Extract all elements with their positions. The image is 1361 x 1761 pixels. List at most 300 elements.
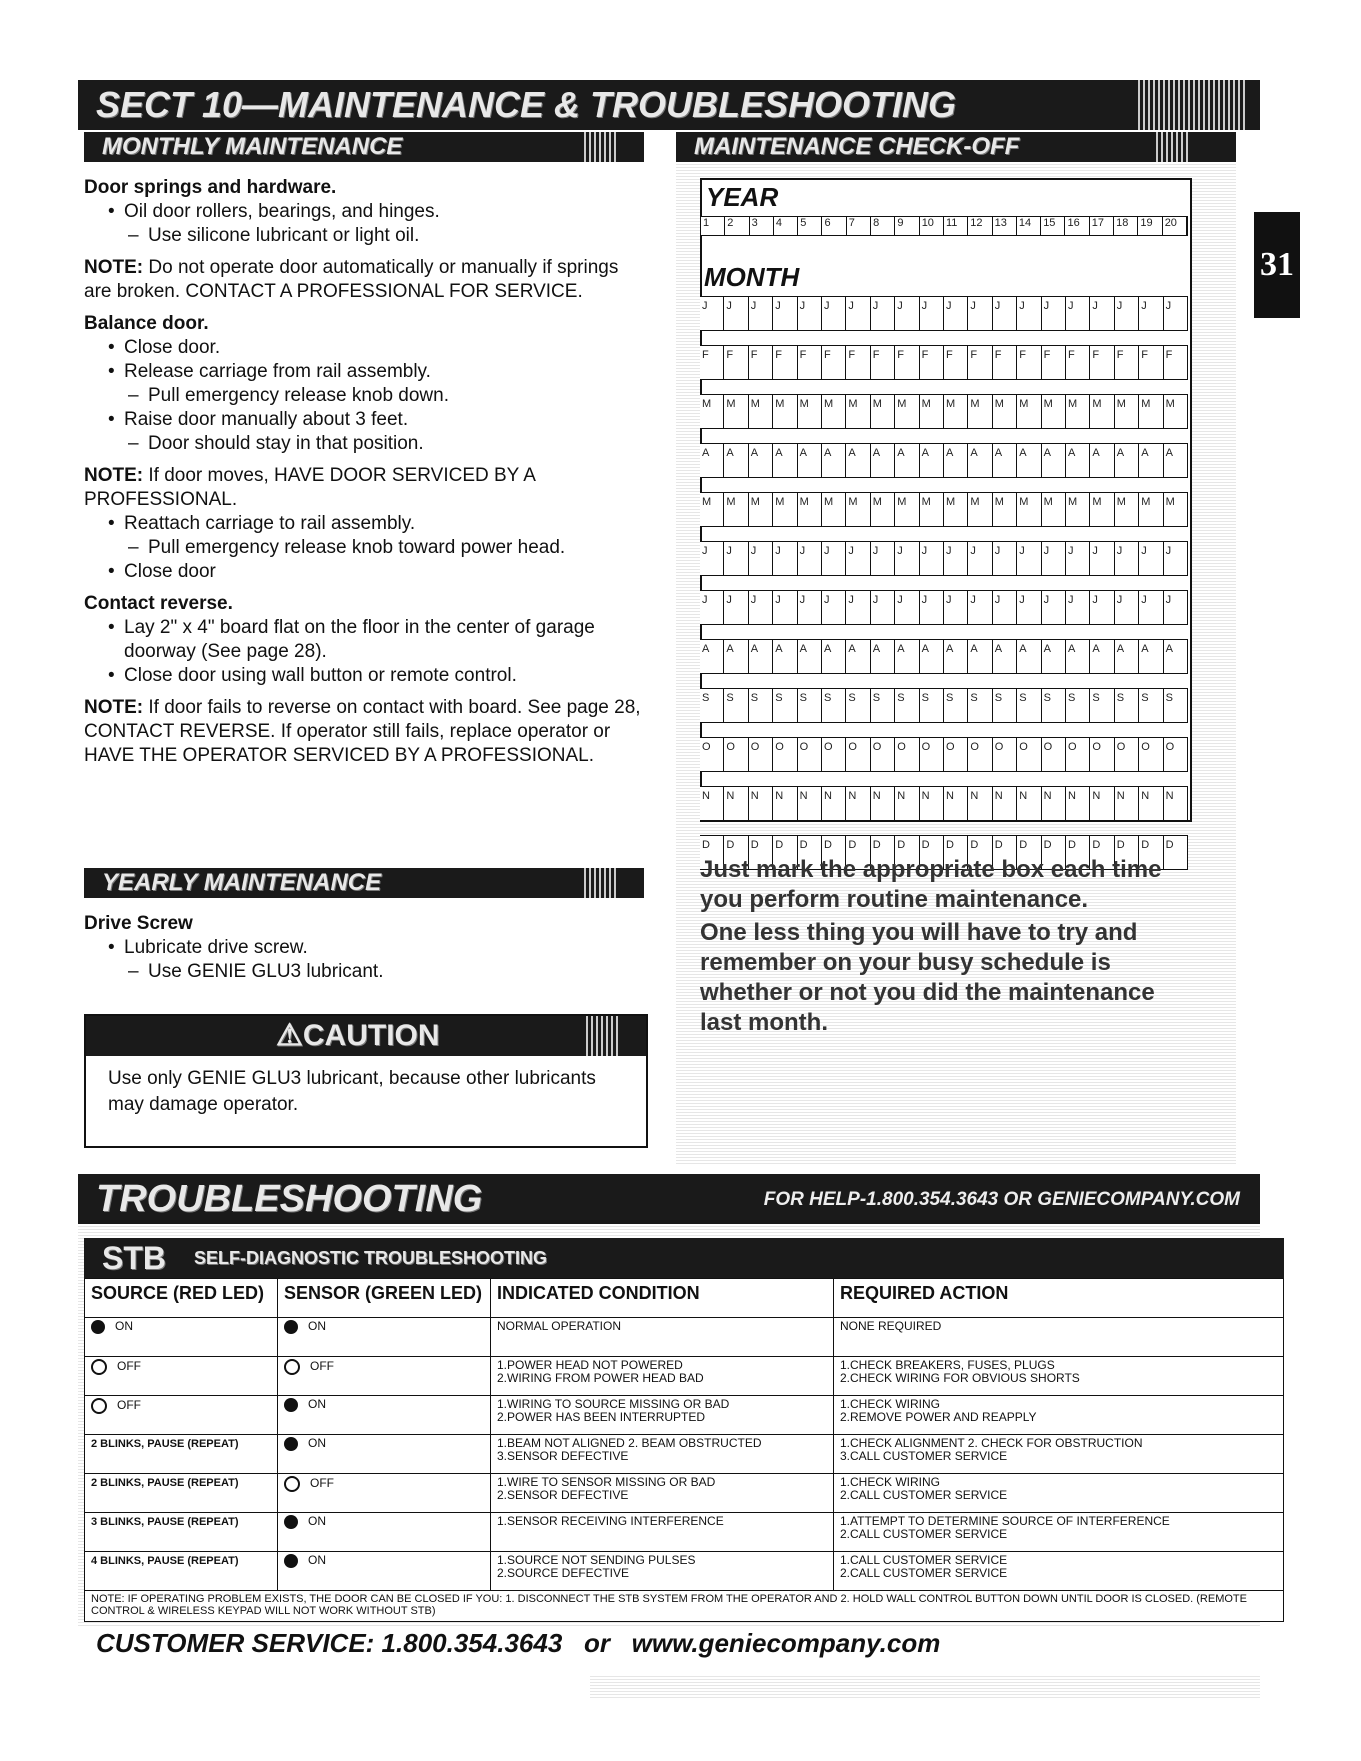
year-cell[interactable]: 11 (944, 217, 968, 235)
month-cell[interactable]: S (1115, 689, 1139, 722)
month-cell[interactable]: A (1090, 444, 1114, 477)
month-cell[interactable]: M (1017, 493, 1041, 526)
month-cell[interactable]: N (944, 787, 968, 820)
month-cell[interactable]: A (871, 444, 895, 477)
year-cell[interactable]: 17 (1090, 217, 1114, 235)
month-cell[interactable]: M (700, 493, 724, 526)
month-cell[interactable]: A (1139, 640, 1163, 673)
month-cell[interactable]: J (822, 297, 846, 330)
monthly-maintenance-title: MONTHLY MAINTENANCE (102, 133, 403, 160)
month-cell[interactable]: S (968, 689, 992, 722)
month-cell[interactable]: F (1139, 346, 1163, 379)
month-cell[interactable]: J (700, 591, 724, 624)
month-cell[interactable]: A (1066, 640, 1090, 673)
month-cell[interactable]: M (993, 493, 1017, 526)
month-cell[interactable]: A (1115, 640, 1139, 673)
month-cell[interactable]: N (993, 787, 1017, 820)
led-state: 2 BLINKS, PAUSE (REPEAT) (91, 1477, 239, 1489)
month-cell[interactable]: M (993, 395, 1017, 428)
month-cell[interactable]: M (1066, 493, 1090, 526)
month-cell[interactable]: S (773, 689, 797, 722)
month-cell[interactable]: J (968, 591, 992, 624)
month-cell[interactable]: S (749, 689, 773, 722)
month-cell[interactable]: J (1017, 542, 1041, 575)
month-cell[interactable]: O (1090, 738, 1114, 771)
month-cell[interactable]: F (895, 346, 919, 379)
month-cell[interactable]: A (1042, 640, 1066, 673)
month-cell[interactable]: J (920, 297, 944, 330)
troubleshooting-title: TROUBLESHOOTING (96, 1178, 483, 1220)
month-cell[interactable]: J (895, 542, 919, 575)
month-cell[interactable]: A (700, 444, 724, 477)
month-cell[interactable]: S (1139, 689, 1163, 722)
year-cell[interactable]: 5 (798, 217, 822, 235)
month-cell[interactable]: S (944, 689, 968, 722)
month-cell[interactable]: N (1164, 787, 1188, 820)
month-cell[interactable]: J (846, 591, 870, 624)
month-cell[interactable]: M (1115, 395, 1139, 428)
month-cell[interactable]: N (846, 787, 870, 820)
month-cell[interactable]: A (944, 444, 968, 477)
month-cell[interactable]: S (871, 689, 895, 722)
month-cell[interactable]: F (871, 346, 895, 379)
month-cell[interactable]: J (871, 542, 895, 575)
month-cell[interactable]: J (1115, 591, 1139, 624)
month-cell[interactable]: J (773, 542, 797, 575)
month-cell[interactable]: M (798, 395, 822, 428)
month-cell[interactable]: M (798, 493, 822, 526)
monthly-maintenance-band (84, 132, 644, 162)
month-cell[interactable]: D (700, 836, 724, 869)
month-cell[interactable]: O (1115, 738, 1139, 771)
stb-title: SELF-DIAGNOSTIC TROUBLESHOOTING (194, 1248, 547, 1268)
month-cell[interactable]: N (895, 787, 919, 820)
month-cell[interactable]: D (1042, 836, 1066, 869)
month-cell[interactable]: J (968, 297, 992, 330)
month-cell[interactable]: N (773, 787, 797, 820)
month-cell[interactable]: F (993, 346, 1017, 379)
month-cell[interactable]: F (1115, 346, 1139, 379)
month-cell[interactable]: J (993, 542, 1017, 575)
led-state: 4 BLINKS, PAUSE (REPEAT) (91, 1555, 239, 1567)
month-cell[interactable]: D (968, 836, 992, 869)
month-cell[interactable]: F (798, 346, 822, 379)
month-cell[interactable]: F (1164, 346, 1188, 379)
month-cell[interactable]: N (968, 787, 992, 820)
year-cell[interactable]: 8 (871, 217, 895, 235)
month-cell[interactable]: S (798, 689, 822, 722)
month-cell[interactable]: M (920, 395, 944, 428)
month-cell[interactable]: D (1090, 836, 1114, 869)
year-cell[interactable]: 7 (847, 217, 871, 235)
month-row (700, 296, 1188, 331)
month-cell[interactable]: J (944, 542, 968, 575)
balance-door-heading: Balance door. (84, 313, 209, 334)
month-cell[interactable]: J (724, 297, 748, 330)
indicated-condition (491, 1435, 834, 1474)
month-cell[interactable]: M (968, 493, 992, 526)
month-cell[interactable]: M (1090, 493, 1114, 526)
month-cell[interactable]: A (1017, 640, 1041, 673)
month-cell[interactable]: M (1042, 395, 1066, 428)
month-cell[interactable]: J (846, 542, 870, 575)
month-cell[interactable]: A (920, 640, 944, 673)
month-cell[interactable]: M (724, 395, 748, 428)
month-cell[interactable]: N (1017, 787, 1041, 820)
month-cell[interactable]: M (1115, 493, 1139, 526)
indicated-condition-line: 1.SOURCE NOT SENDING PULSES (497, 1553, 696, 1567)
month-cell[interactable]: D (1017, 836, 1041, 869)
month-cell[interactable]: A (1115, 444, 1139, 477)
month-cell[interactable]: O (846, 738, 870, 771)
checkoff-band (676, 132, 1236, 162)
month-cell[interactable]: A (1042, 444, 1066, 477)
month-cell[interactable]: A (798, 444, 822, 477)
month-cell[interactable]: A (822, 640, 846, 673)
month-cell[interactable]: O (895, 738, 919, 771)
month-cell[interactable]: D (724, 836, 748, 869)
month-cell[interactable]: M (773, 493, 797, 526)
month-cell[interactable]: F (773, 346, 797, 379)
month-cell[interactable]: A (871, 640, 895, 673)
month-cell[interactable]: D (822, 836, 846, 869)
month-cell[interactable]: J (1164, 591, 1188, 624)
month-cell[interactable]: J (1042, 591, 1066, 624)
month-cell[interactable]: O (993, 738, 1017, 771)
month-cell[interactable]: S (1042, 689, 1066, 722)
month-cell[interactable]: A (920, 444, 944, 477)
month-cell[interactable]: A (968, 444, 992, 477)
month-cell[interactable]: M (749, 493, 773, 526)
month-cell[interactable]: N (1090, 787, 1114, 820)
month-cell[interactable]: O (968, 738, 992, 771)
month-cell[interactable]: M (846, 395, 870, 428)
month-cell[interactable]: M (1139, 395, 1163, 428)
month-cell[interactable]: N (822, 787, 846, 820)
month-cell[interactable]: J (1042, 542, 1066, 575)
year-cell[interactable]: 10 (920, 217, 944, 235)
note-text: If door moves, HAVE DOOR SERVICED BY A PROFESSIONAL. (84, 465, 535, 510)
month-cell[interactable]: A (895, 444, 919, 477)
month-cell[interactable]: J (920, 542, 944, 575)
month-cell[interactable]: A (700, 640, 724, 673)
month-cell[interactable]: D (846, 836, 870, 869)
month-cell[interactable]: O (1042, 738, 1066, 771)
month-cell[interactable]: J (773, 591, 797, 624)
year-cell[interactable]: 6 (822, 217, 846, 235)
month-cell[interactable]: S (993, 689, 1017, 722)
month-cell[interactable]: F (1090, 346, 1114, 379)
month-cell[interactable]: A (993, 444, 1017, 477)
month-cell[interactable]: M (822, 395, 846, 428)
year-cell[interactable]: 15 (1041, 217, 1065, 235)
page-number-tab (1254, 212, 1300, 318)
month-cell[interactable]: J (920, 591, 944, 624)
month-cell[interactable]: N (798, 787, 822, 820)
month-cell[interactable]: F (1066, 346, 1090, 379)
month-cell[interactable]: J (944, 591, 968, 624)
month-cell[interactable]: S (1164, 689, 1188, 722)
month-cell[interactable]: D (1164, 836, 1188, 869)
month-cell[interactable]: J (1115, 297, 1139, 330)
month-cell[interactable]: D (993, 836, 1017, 869)
month-cell[interactable]: D (944, 836, 968, 869)
month-cell[interactable]: J (1090, 542, 1114, 575)
year-cell[interactable]: 1 (701, 217, 725, 235)
year-cell[interactable]: 3 (750, 217, 774, 235)
checkoff-message-1: Just mark the appropriate box each time you perform routine maintenance. (700, 856, 1162, 913)
month-cell[interactable]: S (1017, 689, 1041, 722)
month-cell[interactable]: J (1164, 297, 1188, 330)
month-cell[interactable]: N (1139, 787, 1163, 820)
month-cell[interactable]: M (944, 493, 968, 526)
month-cell[interactable]: J (846, 297, 870, 330)
month-cell[interactable]: O (871, 738, 895, 771)
month-cell[interactable]: J (1139, 542, 1163, 575)
year-cell[interactable]: 13 (993, 217, 1017, 235)
month-cell[interactable]: M (700, 395, 724, 428)
led-off-icon (91, 1398, 107, 1414)
month-cell[interactable]: N (920, 787, 944, 820)
month-cell[interactable]: S (724, 689, 748, 722)
month-cell[interactable]: J (895, 297, 919, 330)
month-cell[interactable]: A (724, 444, 748, 477)
led-state: ON (308, 1397, 326, 1412)
section-header-band (78, 80, 1260, 130)
month-cell[interactable]: M (1042, 493, 1066, 526)
month-cell[interactable]: J (1017, 297, 1041, 330)
month-cell[interactable]: M (920, 493, 944, 526)
month-cell[interactable]: J (798, 591, 822, 624)
month-cell[interactable]: J (798, 542, 822, 575)
month-cell[interactable]: J (993, 297, 1017, 330)
table-row (85, 1357, 1284, 1396)
month-row (700, 345, 1188, 380)
month-cell[interactable]: J (1115, 542, 1139, 575)
month-cell[interactable]: O (1164, 738, 1188, 771)
month-cell[interactable]: A (846, 640, 870, 673)
month-cell[interactable]: M (968, 395, 992, 428)
month-cell[interactable]: J (1139, 591, 1163, 624)
month-cell[interactable]: N (749, 787, 773, 820)
month-cell[interactable]: A (944, 640, 968, 673)
month-cell[interactable]: A (993, 640, 1017, 673)
month-cell[interactable]: A (1139, 444, 1163, 477)
month-cell[interactable]: A (773, 640, 797, 673)
month-cell[interactable]: D (798, 836, 822, 869)
month-cell[interactable]: O (920, 738, 944, 771)
month-cell[interactable]: S (895, 689, 919, 722)
month-cell[interactable]: J (1090, 591, 1114, 624)
year-cell[interactable]: 20 (1163, 217, 1187, 235)
month-cell[interactable]: A (846, 444, 870, 477)
month-cell[interactable]: J (700, 297, 724, 330)
month-cell[interactable]: O (944, 738, 968, 771)
month-cell[interactable]: F (724, 346, 748, 379)
month-cell[interactable]: M (1066, 395, 1090, 428)
month-cell[interactable]: D (749, 836, 773, 869)
month-cell[interactable]: M (871, 493, 895, 526)
month-cell[interactable]: J (1090, 297, 1114, 330)
led-on-icon (284, 1437, 298, 1451)
month-cell[interactable]: J (1017, 591, 1041, 624)
month-cell[interactable]: S (920, 689, 944, 722)
month-cell[interactable]: O (1066, 738, 1090, 771)
month-cell[interactable]: A (1164, 444, 1188, 477)
month-cell[interactable]: M (773, 395, 797, 428)
year-cell[interactable]: 14 (1017, 217, 1041, 235)
month-cell[interactable]: S (700, 689, 724, 722)
year-cell[interactable]: 16 (1065, 217, 1089, 235)
month-cell[interactable]: F (968, 346, 992, 379)
month-cell[interactable]: J (1139, 297, 1163, 330)
month-cell[interactable]: A (724, 640, 748, 673)
month-cell[interactable]: D (1115, 836, 1139, 869)
month-cell[interactable]: F (846, 346, 870, 379)
month-cell[interactable]: N (724, 787, 748, 820)
month-cell[interactable]: A (1164, 640, 1188, 673)
month-cell[interactable]: M (895, 395, 919, 428)
month-cell[interactable]: M (895, 493, 919, 526)
month-cell[interactable]: J (749, 591, 773, 624)
year-cell[interactable]: 19 (1138, 217, 1162, 235)
month-cell[interactable]: O (724, 738, 748, 771)
month-cell[interactable]: N (871, 787, 895, 820)
month-cell[interactable]: A (749, 444, 773, 477)
month-cell[interactable]: M (1139, 493, 1163, 526)
year-cell[interactable]: 12 (968, 217, 992, 235)
month-cell[interactable]: M (846, 493, 870, 526)
month-cell[interactable]: J (724, 542, 748, 575)
month-cell[interactable]: O (1017, 738, 1041, 771)
month-cell[interactable]: A (798, 640, 822, 673)
month-cell[interactable]: M (1090, 395, 1114, 428)
month-row (700, 443, 1188, 478)
list-item: • Lubricate drive screw. (84, 936, 649, 960)
month-cell[interactable]: O (798, 738, 822, 771)
month-cell[interactable]: A (773, 444, 797, 477)
month-cell[interactable]: D (1066, 836, 1090, 869)
month-cell[interactable]: M (871, 395, 895, 428)
month-cell[interactable]: J (1164, 542, 1188, 575)
required-action (834, 1474, 1284, 1513)
month-cell[interactable]: A (822, 444, 846, 477)
month-cell[interactable]: M (1164, 493, 1188, 526)
month-cell[interactable]: N (1115, 787, 1139, 820)
month-cell[interactable]: S (846, 689, 870, 722)
month-cell[interactable]: M (724, 493, 748, 526)
month-cell[interactable]: J (1066, 297, 1090, 330)
month-cell[interactable]: D (871, 836, 895, 869)
month-cell[interactable]: M (822, 493, 846, 526)
stb-note: NOTE: IF OPERATING PROBLEM EXISTS, THE DOOR CAN BE CLOSED IF YOU: 1. DISCONNECT THE STB SYSTEM FROM THE OPERATOR AND 2. HOLD WALL CONTROL BUTTON DOWN UNTIL DOOR IS CLOSED. (REMOTE CONTROL & WIRELESS KEYPAD WILL NOT WORK WITHOUT STB) (85, 1591, 1284, 1622)
month-cell[interactable]: J (944, 297, 968, 330)
month-cell[interactable]: F (749, 346, 773, 379)
month-cell[interactable]: J (822, 591, 846, 624)
list-item: • Close door. (84, 336, 649, 360)
month-cell[interactable]: S (1090, 689, 1114, 722)
led-state: ON (308, 1553, 326, 1568)
month-cell[interactable]: J (700, 542, 724, 575)
month-cell[interactable]: J (798, 297, 822, 330)
month-cell[interactable]: F (920, 346, 944, 379)
month-cell[interactable]: M (1017, 395, 1041, 428)
month-cell[interactable]: J (1066, 591, 1090, 624)
month-cell[interactable]: J (968, 542, 992, 575)
year-cell[interactable]: 18 (1114, 217, 1138, 235)
month-cell[interactable]: J (1066, 542, 1090, 575)
led-state: ON (308, 1319, 326, 1334)
month-cell[interactable]: A (1066, 444, 1090, 477)
month-cell[interactable]: F (700, 346, 724, 379)
month-cell[interactable]: J (749, 297, 773, 330)
led-state: OFF (310, 1476, 334, 1491)
month-cell[interactable]: O (773, 738, 797, 771)
month-cell[interactable]: A (1017, 444, 1041, 477)
month-cell[interactable]: D (895, 836, 919, 869)
month-cell[interactable]: N (700, 787, 724, 820)
month-cell[interactable]: M (1164, 395, 1188, 428)
month-cell[interactable]: J (993, 591, 1017, 624)
month-row (700, 590, 1188, 625)
month-cell[interactable]: S (822, 689, 846, 722)
month-cell[interactable]: J (1042, 297, 1066, 330)
month-cell[interactable]: O (822, 738, 846, 771)
month-cell[interactable]: F (822, 346, 846, 379)
led-off-icon (284, 1476, 300, 1492)
month-cell[interactable]: J (871, 297, 895, 330)
month-cell[interactable]: J (822, 542, 846, 575)
month-cell[interactable]: F (1017, 346, 1041, 379)
indicated-condition-line: 3.SENSOR DEFECTIVE (497, 1449, 629, 1463)
year-cell[interactable]: 4 (774, 217, 798, 235)
month-cell[interactable]: A (895, 640, 919, 673)
list-item: – Use silicone lubricant or light oil. (84, 224, 649, 248)
month-cell[interactable]: A (1090, 640, 1114, 673)
month-cell[interactable]: J (749, 542, 773, 575)
help-contact: FOR HELP-1.800.354.3643 OR GENIECOMPANY.COM (763, 1189, 1240, 1210)
month-cell[interactable]: F (944, 346, 968, 379)
month-cell[interactable]: M (944, 395, 968, 428)
month-cell[interactable]: J (871, 591, 895, 624)
drive-screw-heading: Drive Screw (84, 913, 193, 934)
troubleshooting-band (78, 1174, 1260, 1224)
month-cell[interactable]: N (1042, 787, 1066, 820)
month-cell[interactable]: D (773, 836, 797, 869)
required-action (834, 1435, 1284, 1474)
column-header: SOURCE (RED LED) (85, 1279, 278, 1318)
required-action (834, 1513, 1284, 1552)
month-cell[interactable]: O (700, 738, 724, 771)
note-text: If door fails to reverse on contact with board. See page 28, CONTACT REVERSE. If operator still fails, replace operator or HAVE THE OPERATOR SERVICED BY A PROFESSIONAL. (84, 697, 641, 766)
month-cell[interactable]: A (968, 640, 992, 673)
month-cell[interactable]: N (1066, 787, 1090, 820)
month-cell[interactable]: J (724, 591, 748, 624)
month-cell[interactable]: D (1139, 836, 1163, 869)
month-cell[interactable]: J (773, 297, 797, 330)
month-cell[interactable]: O (1139, 738, 1163, 771)
month-cell[interactable]: F (1042, 346, 1066, 379)
year-cell[interactable]: 2 (725, 217, 749, 235)
month-cell[interactable]: O (749, 738, 773, 771)
year-cell[interactable]: 9 (895, 217, 919, 235)
month-cell[interactable]: A (749, 640, 773, 673)
checkoff-message-2: One less thing you will have to try and remember on your busy schedule is whether or not you did the maintenance last month. (700, 919, 1155, 1036)
month-cell[interactable]: D (920, 836, 944, 869)
month-cell[interactable]: S (1066, 689, 1090, 722)
month-cell[interactable]: M (749, 395, 773, 428)
month-cell[interactable]: J (895, 591, 919, 624)
